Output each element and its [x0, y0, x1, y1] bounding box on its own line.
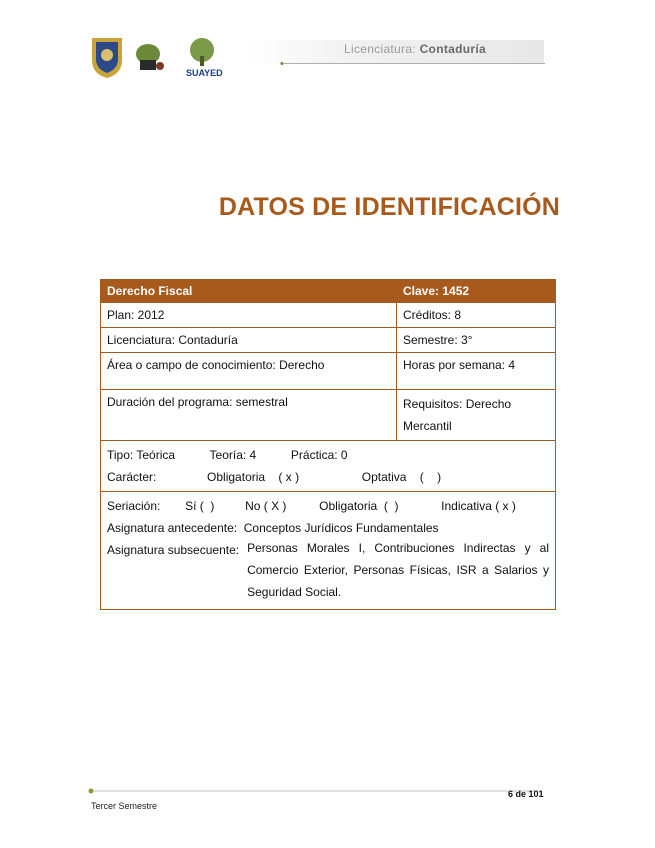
table-row: [101, 328, 556, 353]
type-value: Tipo: Teórica: [107, 448, 176, 462]
subsequent-line: [107, 539, 549, 603]
program-label: Licenciatura:: [344, 42, 416, 56]
seriation-cell: [101, 492, 556, 610]
requirements-cell: Requisitos: Derecho Mercantil: [397, 390, 556, 441]
optional-value: Optativa ( ): [361, 470, 442, 484]
institution-logos: [90, 36, 240, 78]
seriation-no: No ( X ): [245, 499, 287, 513]
hours-cell: Horas por semana: 4: [397, 353, 556, 390]
semester-cell: Semestre: 3°: [397, 328, 556, 353]
subsequent-label: Asignatura subsecuente:: [107, 543, 240, 557]
page-number: 6 de 101: [508, 789, 544, 799]
type-line: [107, 444, 549, 466]
table-row: [101, 353, 556, 390]
suayed-logo-text: SUAYED: [186, 68, 223, 78]
subject-name: Derecho Fiscal: [101, 280, 397, 303]
table-row: [101, 390, 556, 441]
theory-value: Teoría: 4: [209, 448, 257, 462]
practice-value: Práctica: 0: [290, 448, 348, 462]
table-row: [101, 280, 556, 303]
page-title: DATOS DE IDENTIFICACIÓN: [218, 193, 560, 221]
character-line: [107, 466, 549, 488]
area-cell: Área o campo de conocimiento: Derecho: [101, 353, 397, 390]
table-row: [101, 441, 556, 492]
footer-semester: Tercer Semestre: [91, 801, 158, 811]
table-row: [101, 492, 556, 610]
suayed-tree-icon: [190, 38, 214, 66]
banner-divider: [280, 62, 545, 65]
subsequent-value: Personas Morales I, Contribuciones Indirectas y al Comercio Exterior, Personas Físicas, ISR a Salarios y Seguridad Social.: [247, 541, 549, 599]
seriation-yes: Sí ( ): [185, 499, 215, 513]
antecedent-line: Asignatura antecedente: Conceptos Jurídicos Fundamentales: [107, 521, 439, 535]
character-label: Carácter:: [107, 470, 157, 484]
unam-shield-icon: [92, 38, 122, 78]
duration-cell: Duración del programa: semestral: [101, 390, 397, 441]
plan-cell: Plan: 2012: [101, 303, 397, 328]
seriation-indicative: Indicativa ( x ): [441, 499, 516, 513]
table-row: [101, 303, 556, 328]
identification-table: [100, 279, 556, 610]
program-name: Contaduría: [419, 42, 486, 56]
fca-emblem-icon: [136, 44, 164, 70]
seriation-mandatory: Obligatoria ( ): [319, 499, 399, 513]
mandatory-value: Obligatoria ( x ): [207, 470, 300, 484]
credits-cell: Créditos: 8: [397, 303, 556, 328]
footer-divider: [88, 788, 538, 794]
seriation-line: [107, 495, 549, 517]
type-character-cell: [101, 441, 556, 492]
degree-cell: Licenciatura: Contaduría: [101, 328, 397, 353]
subject-code: Clave: 1452: [397, 280, 556, 303]
program-banner-text: [344, 42, 486, 56]
seriation-label: Seriación:: [107, 499, 161, 513]
